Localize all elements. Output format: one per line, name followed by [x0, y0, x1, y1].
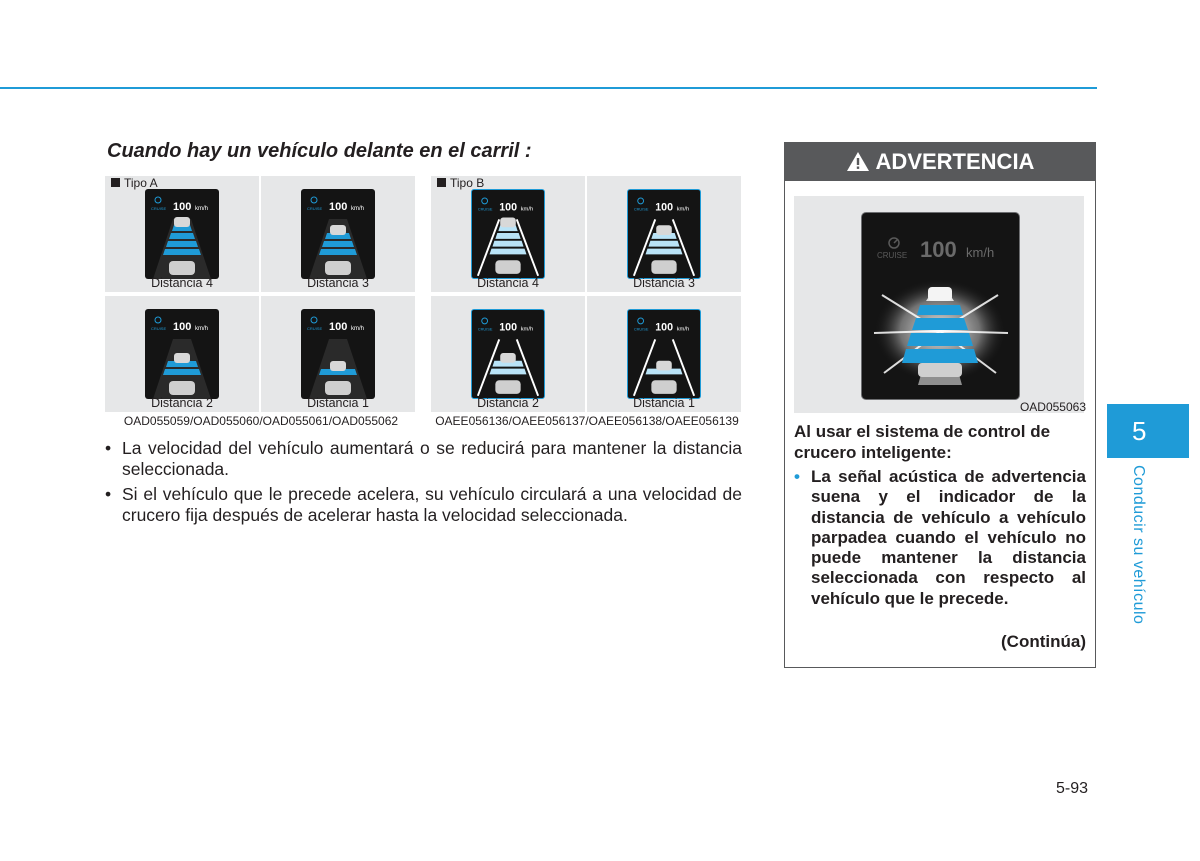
- cluster-tile: [587, 176, 741, 292]
- type-label-text: Tipo B: [450, 176, 485, 190]
- cluster-display: [301, 309, 375, 399]
- distance-label: Distancia 2: [477, 396, 539, 410]
- warning-bullet: [794, 467, 1086, 609]
- bullet-dot: •: [105, 438, 112, 458]
- chapter-number: 5: [1132, 416, 1147, 446]
- distance-label: Distancia 4: [477, 276, 539, 290]
- cluster-cruise-text: CRUISE: [307, 326, 323, 331]
- warning-speed: 100: [920, 237, 957, 262]
- cluster-unit: km/h: [676, 206, 690, 213]
- figure-type-label: [111, 176, 158, 190]
- cluster-cruise-text: CRUISE: [307, 206, 323, 211]
- cluster-unit: km/h: [520, 326, 534, 333]
- warning-cruise-text: CRUISE: [877, 251, 908, 260]
- warning-box: [784, 142, 1096, 668]
- figure-type-a: [105, 176, 417, 428]
- cluster-speed: 100: [173, 201, 192, 213]
- cluster-cruise-text: CRUISE: [477, 326, 493, 332]
- bullet-item: [105, 438, 742, 479]
- cluster-display: [471, 309, 545, 399]
- warning-intro: Al usar el sistema de control de crucero inteligente:: [794, 422, 1051, 462]
- cluster-display: [627, 189, 701, 279]
- warning-unit: km/h: [966, 245, 995, 260]
- warning-heading: ADVERTENCIA: [875, 149, 1035, 174]
- cluster-speed: 100: [329, 321, 348, 333]
- warning-figure: [794, 196, 1084, 413]
- warning-bullet-text: La señal acústica de advertencia suena y el indicador de la distancia de vehículo a vehículo parpadea cuando el vehículo no puede mantener la distancia seleccionada con respecto al vehículo que le precede.: [811, 467, 1086, 608]
- page-number: 5-93: [1056, 780, 1089, 797]
- distance-label: Distancia 1: [633, 396, 695, 410]
- cluster-tile: [431, 296, 585, 412]
- distance-label: Distancia 1: [307, 396, 369, 410]
- section-title: Cuando hay un vehículo delante en el carril :: [107, 140, 532, 162]
- distance-label: Distancia 2: [151, 396, 213, 410]
- warning-figure-code: OAD055063: [1019, 400, 1086, 414]
- cluster-cruise-text: CRUISE: [477, 206, 493, 212]
- cluster-unit: km/h: [195, 326, 209, 332]
- continues-note: (Continúa): [1001, 632, 1086, 651]
- cluster-speed: 100: [173, 321, 192, 333]
- warning-header: [785, 143, 1095, 181]
- cluster-unit: km/h: [351, 206, 365, 212]
- cluster-unit: km/h: [520, 206, 534, 213]
- cluster-tile: [587, 296, 741, 412]
- cluster-tile: [105, 176, 259, 292]
- warning-cluster-display: [861, 212, 1020, 400]
- distance-label: Distancia 3: [307, 276, 369, 290]
- bullet-dot: •: [794, 467, 800, 486]
- chapter-tab: [1107, 404, 1189, 458]
- cluster-cruise-text: CRUISE: [151, 206, 167, 211]
- warning-triangle-icon: [846, 146, 870, 184]
- cluster-display: [145, 189, 219, 279]
- distance-label: Distancia 3: [633, 276, 695, 290]
- figure-codes: OAD055059/OAD055060/OAD055061/OAD055062: [123, 414, 399, 428]
- cluster-tile: [431, 176, 585, 292]
- cluster-cruise-text: CRUISE: [633, 326, 649, 332]
- cluster-unit: km/h: [351, 326, 365, 332]
- cruise-gauge-icon: [889, 238, 899, 248]
- chapter-title: Conducir su vehículo: [1130, 465, 1147, 625]
- cluster-tile: [261, 296, 415, 412]
- cluster-unit: km/h: [676, 326, 690, 333]
- cluster-cruise-text: CRUISE: [633, 206, 649, 212]
- cluster-display: [301, 189, 375, 279]
- cluster-speed: 100: [499, 321, 518, 334]
- cluster-display: [627, 309, 701, 399]
- distance-label: Distancia 4: [151, 276, 213, 290]
- bullet-item: [105, 484, 742, 525]
- cluster-speed: 100: [499, 201, 518, 214]
- type-label-text: Tipo A: [124, 176, 158, 190]
- bullet-text: La velocidad del vehículo aumentará o se reducirá para mantener la distancia seleccionada.: [122, 438, 742, 479]
- cluster-speed: 100: [655, 321, 674, 334]
- figure-codes: OAEE056136/OAEE056137/OAEE056138/OAEE056139: [435, 414, 739, 428]
- bullet-dot: •: [105, 484, 112, 504]
- cluster-tile: [105, 296, 259, 412]
- cluster-unit: km/h: [195, 206, 209, 212]
- figure-type-label: [437, 176, 484, 190]
- cluster-speed: 100: [329, 201, 348, 213]
- figure-type-b: [431, 176, 743, 428]
- cluster-tile: [261, 176, 415, 292]
- body-bullets: [105, 438, 742, 530]
- cluster-display: [471, 189, 545, 279]
- cluster-cruise-text: CRUISE: [151, 326, 167, 331]
- cluster-speed: 100: [655, 201, 674, 214]
- cluster-display: [145, 309, 219, 399]
- bullet-text: Si el vehículo que le precede acelera, su vehículo circulará a una velocidad de crucero fija después de acelerar hasta la velocidad seleccionada.: [122, 484, 742, 525]
- header-rule: [0, 87, 1097, 89]
